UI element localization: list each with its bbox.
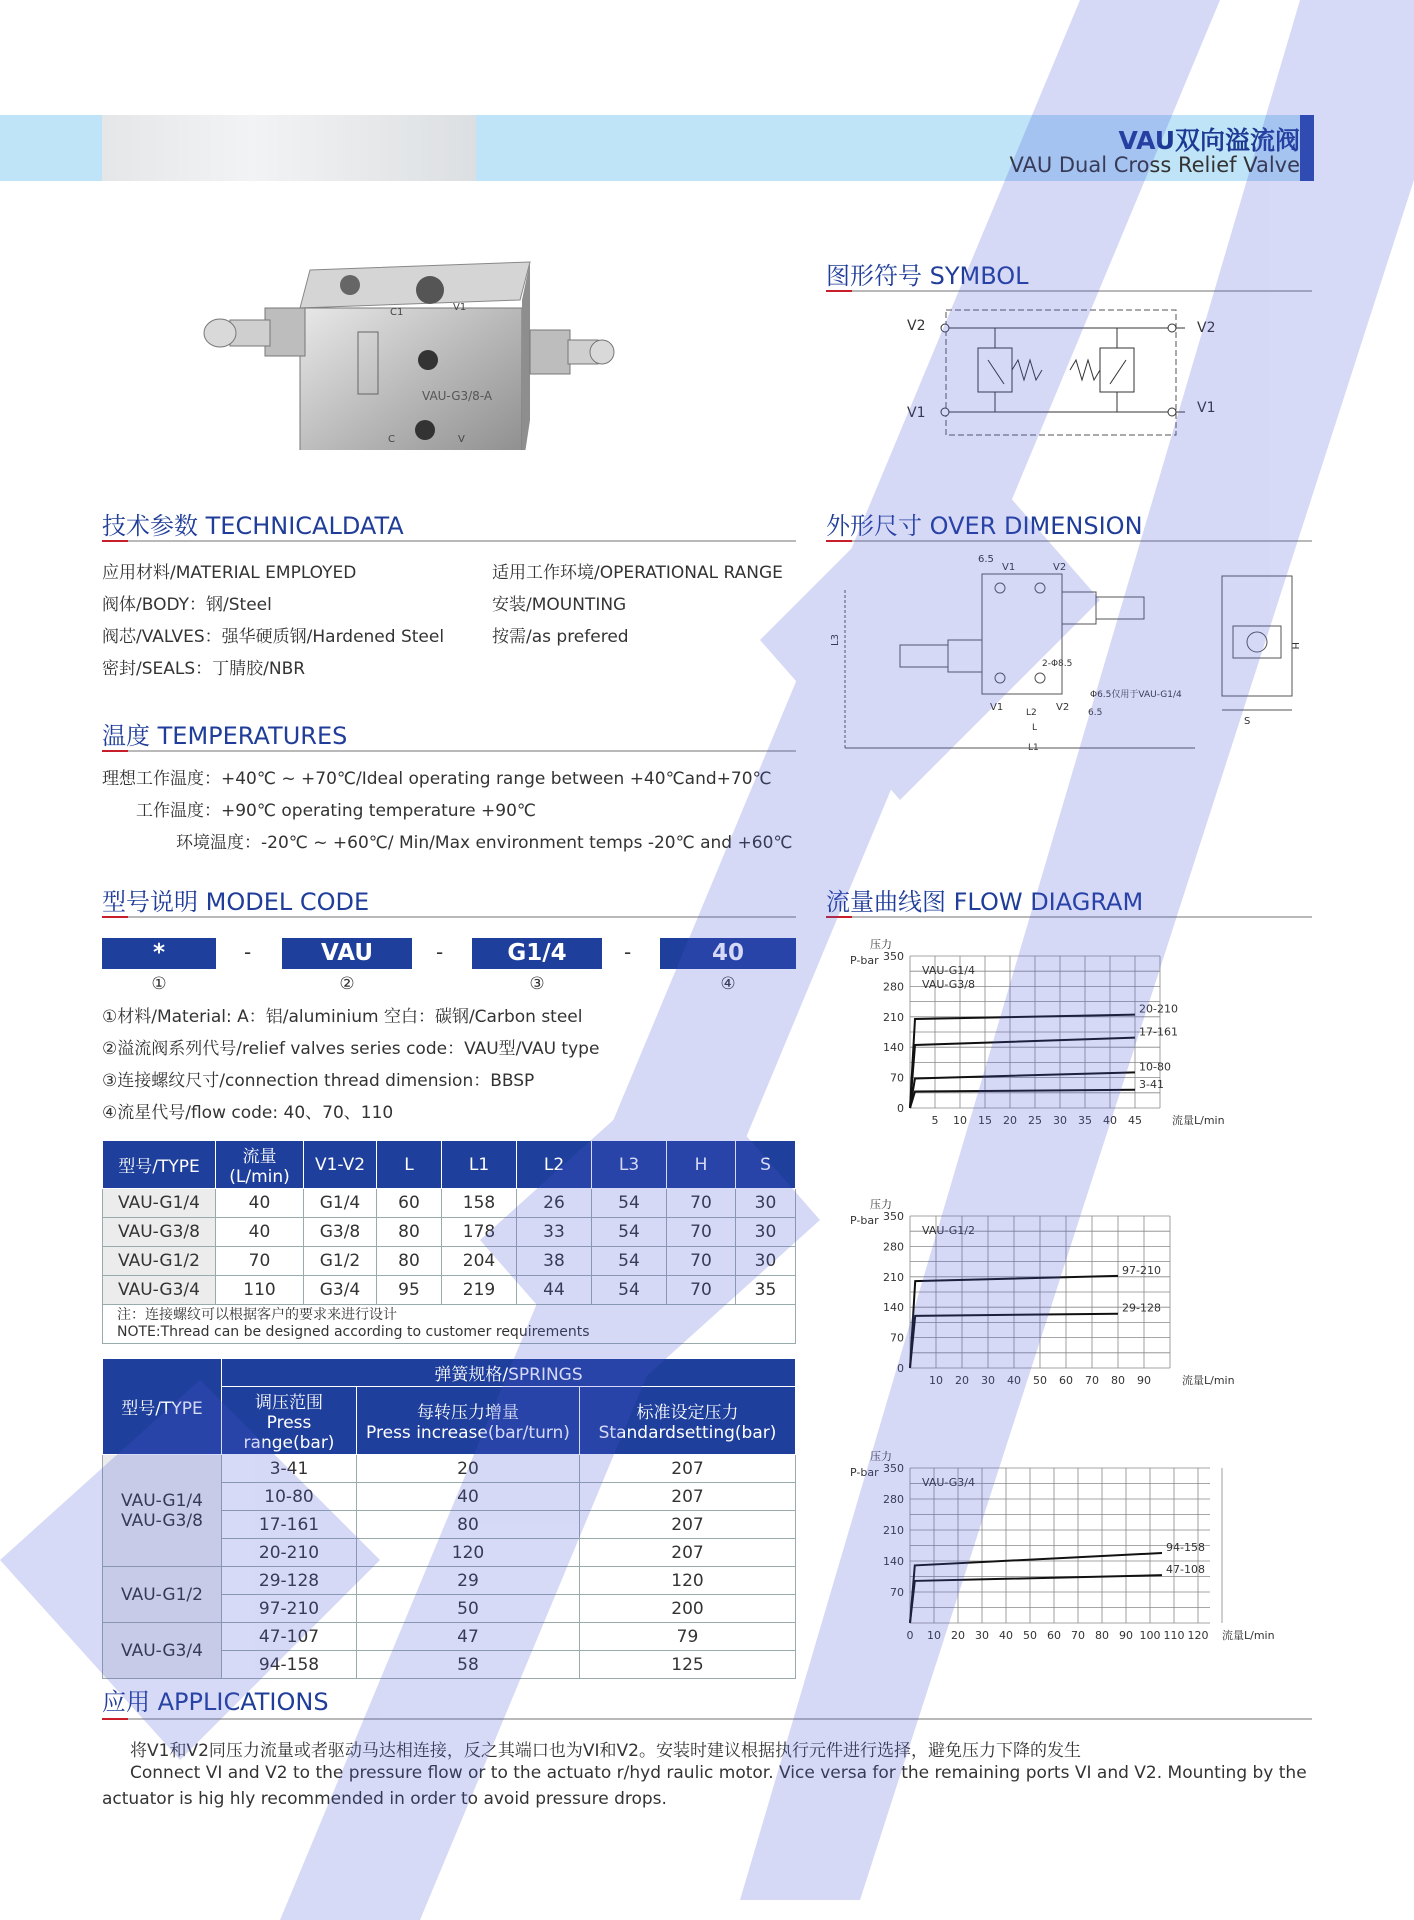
flow-model-label: VAU-G1/4 xyxy=(922,964,975,977)
flow-y-tick: 350 xyxy=(883,1462,904,1475)
springs-cell: 47 xyxy=(357,1623,580,1651)
flow-x-tick: 70 xyxy=(1071,1629,1085,1642)
dim-cell: 70 xyxy=(216,1247,304,1276)
dimensions-table xyxy=(102,1140,796,1305)
springs-type-cell: VAU-G1/2 xyxy=(103,1567,222,1623)
flow-y-tick: 280 xyxy=(883,980,904,994)
dimension-divider xyxy=(826,540,1312,542)
tech-right-3: 按需/as prefered xyxy=(492,627,629,647)
flow-x-tick: 10 xyxy=(929,1374,943,1387)
dim-cell: 70 xyxy=(667,1218,736,1247)
dim-table-row xyxy=(103,1276,796,1305)
model-code-divider xyxy=(102,916,796,918)
springs-table-wrap xyxy=(102,1358,796,1679)
springs-cell: 120 xyxy=(580,1567,796,1595)
temp-line-ambient: 环境温度：-20℃ ~ +60℃/ Min/Max environment temps -20℃ and +60℃ xyxy=(176,833,793,853)
flow-series-label: 17-161 xyxy=(1139,1025,1178,1039)
flow-series-line xyxy=(910,1575,1162,1623)
flow-x-tick: 20 xyxy=(955,1374,969,1387)
springs-table-row xyxy=(103,1567,796,1595)
dim-cell: 35 xyxy=(736,1276,796,1305)
thread-note-en: NOTE:Thread can be designed according to customer requirements xyxy=(117,1324,590,1340)
springs-table-row xyxy=(103,1623,796,1651)
flow-series-line xyxy=(910,1015,1135,1108)
flow-x-tick: 30 xyxy=(975,1629,989,1642)
flow-x-tick: 70 xyxy=(1085,1374,1099,1387)
dim-h: H xyxy=(1289,642,1300,650)
springs-col-standard-en: Standardsetting(bar) xyxy=(598,1423,777,1443)
springs-type-cell: VAU-G1/4 VAU-G3/8 xyxy=(103,1455,222,1567)
springs-cell: 3-41 xyxy=(222,1455,357,1483)
flow-series-label: 10-80 xyxy=(1139,1060,1171,1074)
flow-y-tick: 210 xyxy=(883,1270,904,1284)
springs-col-increase xyxy=(357,1387,580,1455)
flow-y-tick: 210 xyxy=(883,1010,904,1024)
flow-x-tick: 20 xyxy=(951,1629,965,1642)
flow-y-label-cn: 压力 xyxy=(870,938,892,951)
flow-x-tick: 40 xyxy=(999,1629,1013,1642)
dimension-section-title: 外形尺寸 OVER DIMENSION xyxy=(826,512,1143,540)
flow-divider xyxy=(826,916,1312,918)
flow-y-label-en: P-bar xyxy=(850,1466,879,1479)
dim-cell-type: VAU-G3/4 xyxy=(103,1276,216,1305)
thread-note-cn: 注：连接螺纹可以根据客户的要求来进行设计 xyxy=(117,1307,397,1323)
code-desc-3: ③连接螺纹尺寸/connection thread dimension：BBSP xyxy=(102,1071,535,1091)
springs-cell: 17-161 xyxy=(222,1511,357,1539)
flow-y-tick: 280 xyxy=(883,1493,904,1506)
springs-col-range-en: Press range(bar) xyxy=(243,1413,335,1453)
applications-text-cn: 将V1和V2同压力流量或者驱动马达相连接，反之其端口也为VI和V2。安装时建议根据执行元件进行选择，避免压力下降的发生 xyxy=(130,1741,1081,1761)
flow-x-tick: 80 xyxy=(1095,1629,1109,1642)
applications-divider xyxy=(102,1718,1312,1720)
code-box-thread: G1/4 xyxy=(472,938,602,969)
dim-col-header: H xyxy=(667,1141,736,1189)
flow-diagram-charts xyxy=(840,930,1310,1650)
flow-y-label-en: P-bar xyxy=(850,1214,879,1227)
dim-v2-top: V2 xyxy=(1053,562,1067,573)
flow-series-label: 47-108 xyxy=(1166,1563,1205,1577)
springs-type-cell: VAU-G3/4 xyxy=(103,1623,222,1679)
springs-cell: 47-107 xyxy=(222,1623,357,1651)
symbol-v1-left: V1 xyxy=(907,405,926,421)
flow-y-tick: 70 xyxy=(890,1071,904,1085)
flow-x-tick: 20 xyxy=(1003,1114,1017,1127)
code-desc-4: ④流星代号/flow code: 40、70、110 xyxy=(102,1103,394,1123)
flow-series-line xyxy=(910,1553,1162,1623)
temperatures-section-title: 温度 TEMPERATURES xyxy=(102,722,348,750)
dim-cell: 60 xyxy=(377,1189,442,1218)
dim-v2-bottom: V2 xyxy=(1056,702,1070,713)
dim-cell: 33 xyxy=(517,1218,592,1247)
product-label-c: C xyxy=(388,434,395,445)
flow-x-tick: 5 xyxy=(931,1114,939,1127)
model-code-section-title: 型号说明 MODEL CODE xyxy=(102,888,370,916)
flow-x-unit: 流量L/min xyxy=(1182,1374,1235,1387)
dim-cell: 40 xyxy=(216,1218,304,1247)
flow-y-tick: 350 xyxy=(883,1210,904,1223)
flow-y-tick: 280 xyxy=(883,1240,904,1254)
dim-cell-type: VAU-G1/2 xyxy=(103,1247,216,1276)
springs-cell: 97-210 xyxy=(222,1595,357,1623)
dim-l2: L2 xyxy=(1026,708,1037,718)
code-desc-1: ①材料/Material: A：铝/aluminium 空白：碳钢/Carbon steel xyxy=(102,1007,583,1027)
dim-cell: 30 xyxy=(736,1189,796,1218)
flow-series-label: 20-210 xyxy=(1139,1002,1178,1016)
flow-y-tick: 0 xyxy=(897,1362,904,1375)
dim-cell: G3/4 xyxy=(304,1276,377,1305)
code-box-series: VAU xyxy=(282,938,412,969)
dim-cell: 80 xyxy=(377,1218,442,1247)
flow-x-tick: 40 xyxy=(1007,1374,1021,1387)
flow-x-tick: 60 xyxy=(1059,1374,1073,1387)
flow-model-label: VAU-G3/4 xyxy=(922,1476,975,1489)
valve-product-image xyxy=(200,250,620,450)
dim-cell: 30 xyxy=(736,1247,796,1276)
flow-x-tick: 50 xyxy=(1023,1629,1037,1642)
dim-col-header: L1 xyxy=(442,1141,517,1189)
flow-y-label-en: P-bar xyxy=(850,954,879,967)
code-num-3: ③ xyxy=(529,974,545,994)
dim-cell: 204 xyxy=(442,1247,517,1276)
flow-y-tick: 70 xyxy=(890,1331,904,1345)
flow-y-label-cn: 压力 xyxy=(870,1198,892,1211)
dim-note: Φ6.5仅用于VAU-G1/4 xyxy=(1090,690,1182,700)
flow-x-tick: 50 xyxy=(1033,1374,1047,1387)
springs-col-increase-en: Press increase(bar/turn) xyxy=(366,1423,570,1443)
flow-series-label: 29-128 xyxy=(1122,1301,1161,1315)
code-box-flow: 40 xyxy=(660,938,796,969)
springs-cell: 29-128 xyxy=(222,1567,357,1595)
code-num-2: ② xyxy=(339,974,355,994)
springs-table xyxy=(102,1358,796,1679)
thread-note xyxy=(102,1305,796,1344)
dim-cell: 54 xyxy=(592,1247,667,1276)
dim-v1-bottom: V1 xyxy=(990,702,1004,713)
flow-y-tick: 350 xyxy=(883,950,904,963)
flow-y-tick: 140 xyxy=(883,1041,904,1055)
flow-model-label: VAU-G1/2 xyxy=(922,1224,975,1237)
dim-col-header: L xyxy=(377,1141,442,1189)
flow-x-tick: 110 xyxy=(1163,1629,1185,1642)
flow-x-tick: 10 xyxy=(927,1629,941,1642)
flow-x-tick: 100 xyxy=(1139,1629,1161,1642)
dim-cell: G3/8 xyxy=(304,1218,377,1247)
flow-x-tick: 25 xyxy=(1028,1114,1042,1127)
dim-col-header: V1-V2 xyxy=(304,1141,377,1189)
springs-cell: 40 xyxy=(357,1483,580,1511)
flow-x-tick: 30 xyxy=(981,1374,995,1387)
springs-cell: 80 xyxy=(357,1511,580,1539)
springs-type-header: 型号/TYPE xyxy=(103,1359,222,1455)
springs-cell: 207 xyxy=(580,1539,796,1567)
flow-series-label: 94-158 xyxy=(1166,1541,1205,1555)
code-box-material: * xyxy=(102,938,216,969)
dim-cell: 38 xyxy=(517,1247,592,1276)
dim-table-row xyxy=(103,1189,796,1218)
page-title-cn: VAU双向溢流阀 xyxy=(1118,126,1300,155)
springs-table-row xyxy=(103,1455,796,1483)
banner-photo-strip xyxy=(102,115,476,181)
flow-x-tick: 35 xyxy=(1078,1114,1092,1127)
dim-cell: 40 xyxy=(216,1189,304,1218)
dim-col-header: 流量 (L/min) xyxy=(216,1141,304,1189)
product-label-v1: V1 xyxy=(453,302,467,313)
code-num-4: ④ xyxy=(720,974,736,994)
flow-x-tick: 0 xyxy=(906,1629,914,1642)
dim-col-header: S xyxy=(736,1141,796,1189)
springs-cell: 20-210 xyxy=(222,1539,357,1567)
dim-cell: 54 xyxy=(592,1189,667,1218)
dim-cell: 30 xyxy=(736,1218,796,1247)
dim-v1-top: V1 xyxy=(1002,562,1016,573)
springs-col-range-cn: 调压范围 xyxy=(255,1393,323,1413)
springs-cell: 20 xyxy=(357,1455,580,1483)
page-title-en: VAU Dual Cross Relief Valve xyxy=(1009,153,1300,177)
symbol-v2-left: V2 xyxy=(907,318,926,334)
dim-cell: 44 xyxy=(517,1276,592,1305)
temp-line-ideal: 理想工作温度：+40℃ ~ +70℃/Ideal operating range between +40℃and+70℃ xyxy=(102,769,772,789)
code-dash-3: - xyxy=(624,940,632,964)
springs-cell: 10-80 xyxy=(222,1483,357,1511)
dim-holes: 2-Φ8.5 xyxy=(1042,659,1073,669)
code-dash-1: - xyxy=(244,940,252,964)
flow-x-tick: 30 xyxy=(1053,1114,1067,1127)
flow-model-label: VAU-G3/8 xyxy=(922,978,975,991)
dim-cell: 110 xyxy=(216,1276,304,1305)
flow-y-label-cn: 压力 xyxy=(870,1450,892,1463)
temp-line-working: 工作温度：+90℃ operating temperature +90℃ xyxy=(136,801,537,821)
dim-cell: G1/2 xyxy=(304,1247,377,1276)
dim-cell: 54 xyxy=(592,1276,667,1305)
dim-cell: 70 xyxy=(667,1247,736,1276)
symbol-divider xyxy=(826,290,1312,292)
dimension-drawing xyxy=(830,550,1310,770)
flow-x-tick: 10 xyxy=(953,1114,967,1127)
flow-x-tick: 40 xyxy=(1103,1114,1117,1127)
springs-cell: 207 xyxy=(580,1511,796,1539)
dim-table-row xyxy=(103,1247,796,1276)
tech-right-1: 适用工作环境/OPERATIONAL RANGE xyxy=(492,563,783,583)
flow-section-title: 流量曲线图 FLOW DIAGRAM xyxy=(826,888,1144,916)
applications-section-title: 应用 APPLICATIONS xyxy=(102,1688,329,1716)
tech-left-2: 阀体/BODY：钢/Steel xyxy=(102,595,272,615)
dim-6-5: 6.5 xyxy=(978,554,994,565)
springs-cell: 94-158 xyxy=(222,1651,357,1679)
flow-x-tick: 90 xyxy=(1119,1629,1133,1642)
dim-s: S xyxy=(1244,716,1251,727)
dim-col-header: L3 xyxy=(592,1141,667,1189)
flow-y-tick: 70 xyxy=(890,1586,904,1599)
springs-cell: 79 xyxy=(580,1623,796,1651)
springs-cell: 120 xyxy=(357,1539,580,1567)
springs-cell: 125 xyxy=(580,1651,796,1679)
product-marking: VAU-G3/8-A xyxy=(422,389,493,403)
dim-l3: L3 xyxy=(830,634,841,646)
dim-cell: 70 xyxy=(667,1276,736,1305)
dim-cell: 158 xyxy=(442,1189,517,1218)
symbol-v1-right: V1 xyxy=(1197,400,1216,416)
dim-cell: 70 xyxy=(667,1189,736,1218)
springs-cell: 29 xyxy=(357,1567,580,1595)
dim-col-header: L2 xyxy=(517,1141,592,1189)
code-num-1: ① xyxy=(151,974,167,994)
flow-x-tick: 15 xyxy=(978,1114,992,1127)
dim-col-header: 型号/TYPE xyxy=(103,1141,216,1189)
flow-x-tick: 45 xyxy=(1128,1114,1142,1127)
flow-x-unit: 流量L/min xyxy=(1222,1629,1275,1642)
dim-table-row xyxy=(103,1218,796,1247)
dim-6-5-b: 6.5 xyxy=(1088,708,1103,718)
flow-y-tick: 0 xyxy=(897,1102,904,1115)
banner-accent-bar xyxy=(1300,115,1314,181)
dim-cell: 26 xyxy=(517,1189,592,1218)
product-label-c1: C1 xyxy=(390,307,404,318)
dim-cell-type: VAU-G1/4 xyxy=(103,1189,216,1218)
flow-y-tick: 140 xyxy=(883,1555,904,1568)
code-desc-2: ②溢流阀系列代号/relief valves series code：VAU型/VAU type xyxy=(102,1039,600,1059)
tech-left-4: 密封/SEALS：丁腈胶/NBR xyxy=(102,659,306,679)
flow-x-tick: 60 xyxy=(1047,1629,1061,1642)
dim-cell: 80 xyxy=(377,1247,442,1276)
dim-l1: L1 xyxy=(1028,743,1039,753)
dimensions-table-wrap xyxy=(102,1140,796,1344)
springs-col-range xyxy=(222,1387,357,1455)
technical-section-title: 技术参数 TECHNICALDATA xyxy=(102,512,404,540)
flow-y-tick: 140 xyxy=(883,1301,904,1315)
springs-cell: 58 xyxy=(357,1651,580,1679)
tech-right-2: 安装/MOUNTING xyxy=(492,595,627,615)
springs-cell: 50 xyxy=(357,1595,580,1623)
springs-cell: 207 xyxy=(580,1483,796,1511)
flow-x-tick: 90 xyxy=(1137,1374,1151,1387)
dim-cell: 95 xyxy=(377,1276,442,1305)
springs-cell: 207 xyxy=(580,1455,796,1483)
flow-series-label: 3-41 xyxy=(1139,1077,1164,1091)
dim-cell: 178 xyxy=(442,1218,517,1247)
flow-x-tick: 80 xyxy=(1111,1374,1125,1387)
symbol-v2-right: V2 xyxy=(1197,320,1216,336)
tech-left-1: 应用材料/MATERIAL EMPLOYED xyxy=(102,563,357,583)
applications-text-en: Connect VI and V2 to the pressure flow or to the actuato r/hyd raulic motor. Vice versa for the remaining ports VI and V2. Mounting by the actuator is hig hly recommended in order to avoid pressure drops. xyxy=(102,1763,1307,1809)
dim-l: L xyxy=(1032,723,1038,733)
hydraulic-symbol-diagram xyxy=(900,300,1240,440)
flow-x-tick: 120 xyxy=(1187,1629,1209,1642)
code-dash-2: - xyxy=(436,940,444,964)
flow-y-tick: 210 xyxy=(883,1524,904,1537)
dim-cell: 54 xyxy=(592,1218,667,1247)
flow-series-label: 97-210 xyxy=(1122,1263,1161,1277)
dim-cell-type: VAU-G3/8 xyxy=(103,1218,216,1247)
dim-cell: 219 xyxy=(442,1276,517,1305)
flow-x-unit: 流量L/min xyxy=(1172,1114,1225,1127)
springs-col-standard-cn: 标准设定压力 xyxy=(636,1403,739,1423)
springs-group-header: 弹簧规格/SPRINGS xyxy=(222,1359,796,1387)
technical-divider xyxy=(102,540,796,542)
product-label-v: V xyxy=(458,434,465,445)
dim-cell: G1/4 xyxy=(304,1189,377,1218)
temperatures-divider xyxy=(102,750,796,752)
symbol-section-title: 图形符号 SYMBOL xyxy=(826,262,1029,290)
tech-left-3: 阀芯/VALVES：强华硬质钢/Hardened Steel xyxy=(102,627,445,647)
springs-col-increase-cn: 每转压力增量 xyxy=(417,1403,519,1423)
springs-cell: 200 xyxy=(580,1595,796,1623)
springs-col-standard xyxy=(580,1387,796,1455)
